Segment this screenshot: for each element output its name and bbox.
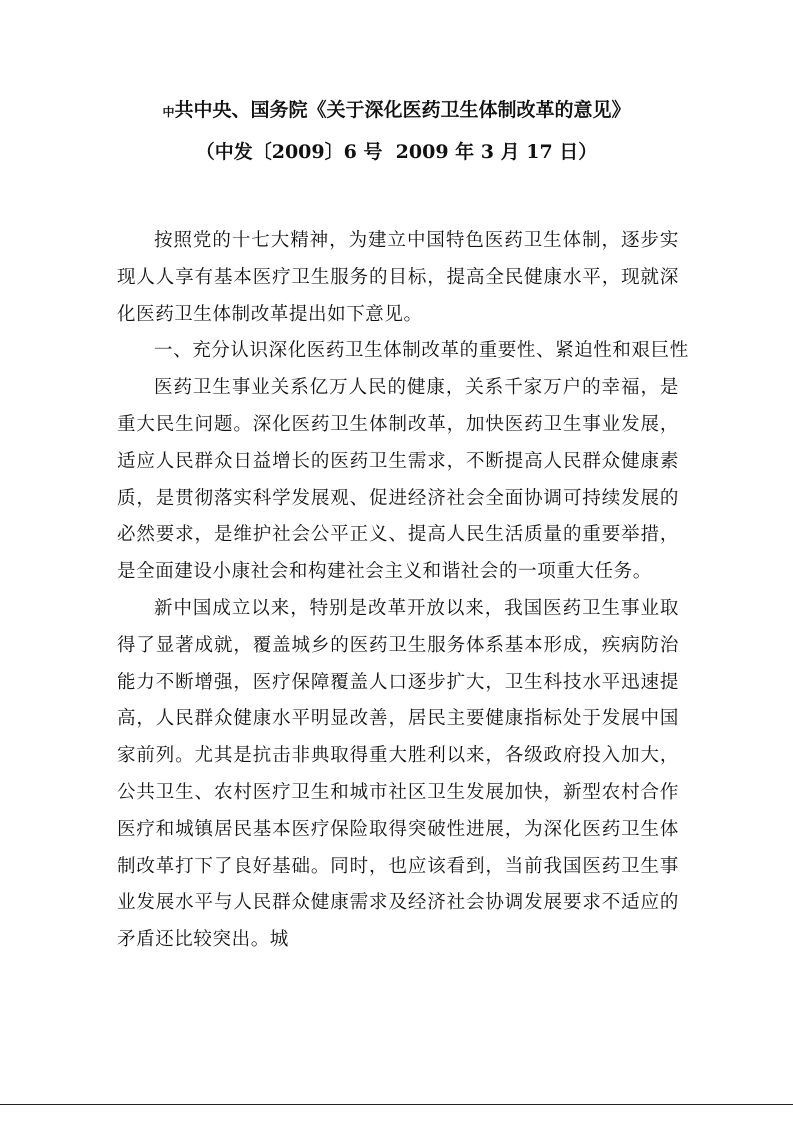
- body-paragraph-1: 医药卫生事业关系亿万人民的健康，关系千家万户的幸福，是重大民生问题。深化医药卫生体制改革，加快医药卫生事业发展，适应人民群众日益增长的医药卫生需求，不断提高人民群众健康素质，是贯彻落实科学发展观、促进经济社会全面协调可持续发展的必然要求，是维护社会公平正义、提高人民生活质量的重要举措，是全面建设小康社会和构建社会主义和谐社会的一项重大任务。: [117, 377, 679, 583]
- title-main: 共中央、国务院《关于深化医药卫生体制改革的意见》: [174, 99, 631, 121]
- intro-paragraph: 按照党的十七大精神，为建立中国特色医药卫生体制，逐步实现人人享有基本医疗卫生服务的目标，提高全民健康水平，现就深化医药卫生体制改革提出如下意见。: [117, 230, 679, 325]
- page-bottom-divider: [0, 1104, 793, 1105]
- document-subtitle: （中发〔2009〕6 号 2009 年 3 月 17 日）: [195, 141, 598, 163]
- document-title: [0, 96, 793, 126]
- body-paragraph-2: 新中国成立以来，特别是改革开放以来，我国医药卫生事业取得了显著成就，覆盖城乡的医药卫生服务体系基本形成，疾病防治能力不断增强，医疗保障覆盖人口逐步扩大，卫生科技水平迅速提高，人民群众健康水平明显改善，居民主要健康指标处于发展中国家前列。尤其是抗击非典取得重大胜利以来，各级政府投入加大，公共卫生、农村医疗卫生和城市社区卫生发展加快，新型农村合作医疗和城镇居民基本医疗保险取得突破性进展，为深化医药卫生体制改革打下了良好基础。同时，也应该看到，当前我国医药卫生事业发展水平与人民群众健康需求及经济社会协调发展要求不适应的矛盾还比较突出。城: [117, 597, 679, 951]
- document-body: [117, 223, 689, 959]
- title-prefix: 中: [162, 105, 175, 119]
- section-heading: 一、充分认识深化医药卫生体制改革的重要性、紧迫性和艰巨性: [154, 340, 689, 362]
